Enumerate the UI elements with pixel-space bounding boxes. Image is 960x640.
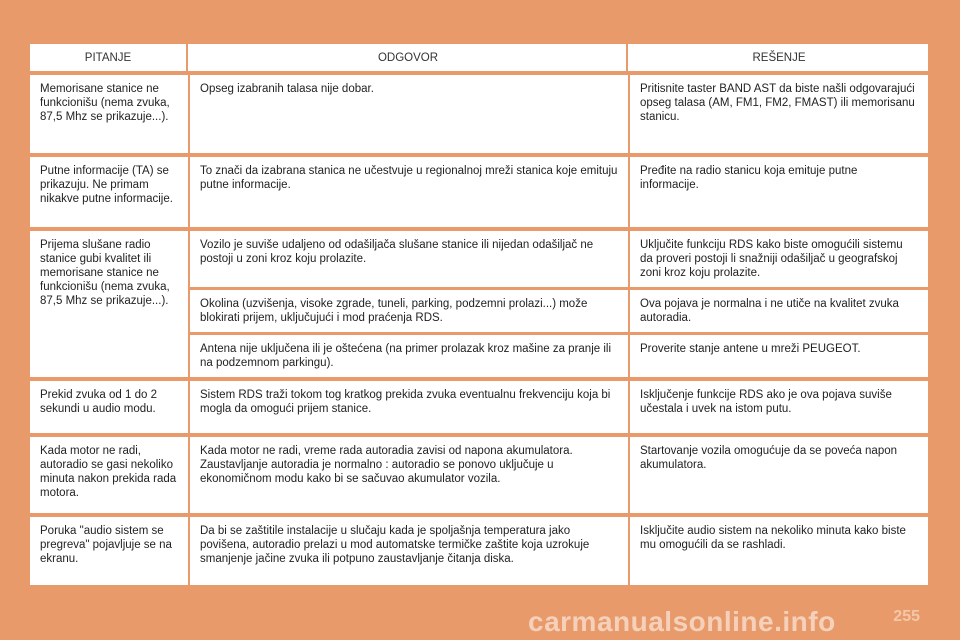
answer-cell: To znači da izabrana stanica ne učestvuje u regionalnoj mreži stanica koje emituju putne informacije.: [190, 157, 628, 227]
table-row: [30, 517, 928, 585]
answer-cell: Sistem RDS traži tokom tog kratkog prekida zvuka eventualnu frekvenciju koja bi mogla da omogući prijem stanice.: [190, 381, 628, 433]
question-cell: Putne informacije (TA) se prikazuju. Ne primam nikakve putne informacije.: [30, 157, 188, 227]
answer-cell: Antena nije uključena ili je oštećena (na primer prolazak kroz mašine za pranje ili na podzemnom parkingu).: [190, 335, 628, 377]
table-row: [30, 437, 928, 513]
header-pitanje: PITANJE: [30, 44, 188, 71]
watermark: carmanualsonline.info: [528, 606, 836, 637]
table-row: [30, 75, 928, 153]
solution-cell: Uključite funkciju RDS kako biste omogućili sistemu da proveri postoji li snažniji odašiljač u geografskoj zoni kroz koju prolazite.: [630, 231, 928, 287]
table-header: [30, 44, 928, 71]
question-cell: Kada motor ne radi, autoradio se gasi nekoliko minuta nakon prekida rada motora.: [30, 437, 188, 513]
solution-cell: Startovanje vozila omogućuje da se poveća napon akumulatora.: [630, 437, 928, 513]
solution-cell: Isključite audio sistem na nekoliko minuta kako biste mu omogućili da se rashladi.: [630, 517, 928, 585]
page-number: 255: [893, 608, 920, 625]
answer-cell: Okolina (uzvišenja, visoke zgrade, tuneli, parking, podzemni prolazi...) može blokirati prijem, uključujući i mod praćenja RDS.: [190, 290, 628, 332]
question-cell: Prijema slušane radio stanice gubi kvalitet ili memorisane stanice ne funkcionišu (nema zvuka, 87,5 Mhz se prikazuje...).: [30, 231, 188, 377]
question-cell: Prekid zvuka od 1 do 2 sekundi u audio modu.: [30, 381, 188, 433]
answer-cell: Opseg izabranih talasa nije dobar.: [190, 75, 628, 153]
header-resenje: REŠENJE: [630, 44, 928, 71]
solution-cell: Ova pojava je normalna i ne utiče na kvalitet zvuka autoradia.: [630, 290, 928, 332]
answer-cell: Kada motor ne radi, vreme rada autoradia zavisi od napona akumulatora. Zaustavljanje autoradia je normalno : autoradio se ponovo uključuje u ekonomičnom modu kako bi se sačuvao akumulator vozila.: [190, 437, 628, 513]
solution-cell: Isključenje funkcije RDS ako je ova pojava suviše učestala i uvek na istom putu.: [630, 381, 928, 433]
answer-cell: Da bi se zaštitile instalacije u slučaju kada je spoljašnja temperatura jako povišena, autoradio prelazi u mod automatske termičke zaštite koja uzrokuje smanjenje jačine zvuka ili potpuno zaustavljanje čitanja diska.: [190, 517, 628, 585]
table-row: [30, 231, 928, 377]
answer-cell: Vozilo je suviše udaljeno od odašiljača slušane stanice ili nijedan odašiljač ne postoji u zoni kroz koju prolazite.: [190, 231, 628, 287]
solution-cell: Proverite stanje antene u mreži PEUGEOT.: [630, 335, 928, 377]
table-row: [30, 157, 928, 227]
table-row: [30, 381, 928, 433]
troubleshooting-table: [30, 44, 928, 589]
solution-cell: Pređite na radio stanicu koja emituje putne informacije.: [630, 157, 928, 227]
solution-cell: Pritisnite taster BAND AST da biste našli odgovarajući opseg talasa (AM, FM1, FM2, FMAST) ili memorisanu stanicu.: [630, 75, 928, 153]
question-cell: Poruka "audio sistem se pregreva" pojavljuje se na ekranu.: [30, 517, 188, 585]
question-cell: Memorisane stanice ne funkcionišu (nema zvuka, 87,5 Mhz se prikazuje...).: [30, 75, 188, 153]
header-odgovor: ODGOVOR: [190, 44, 628, 71]
